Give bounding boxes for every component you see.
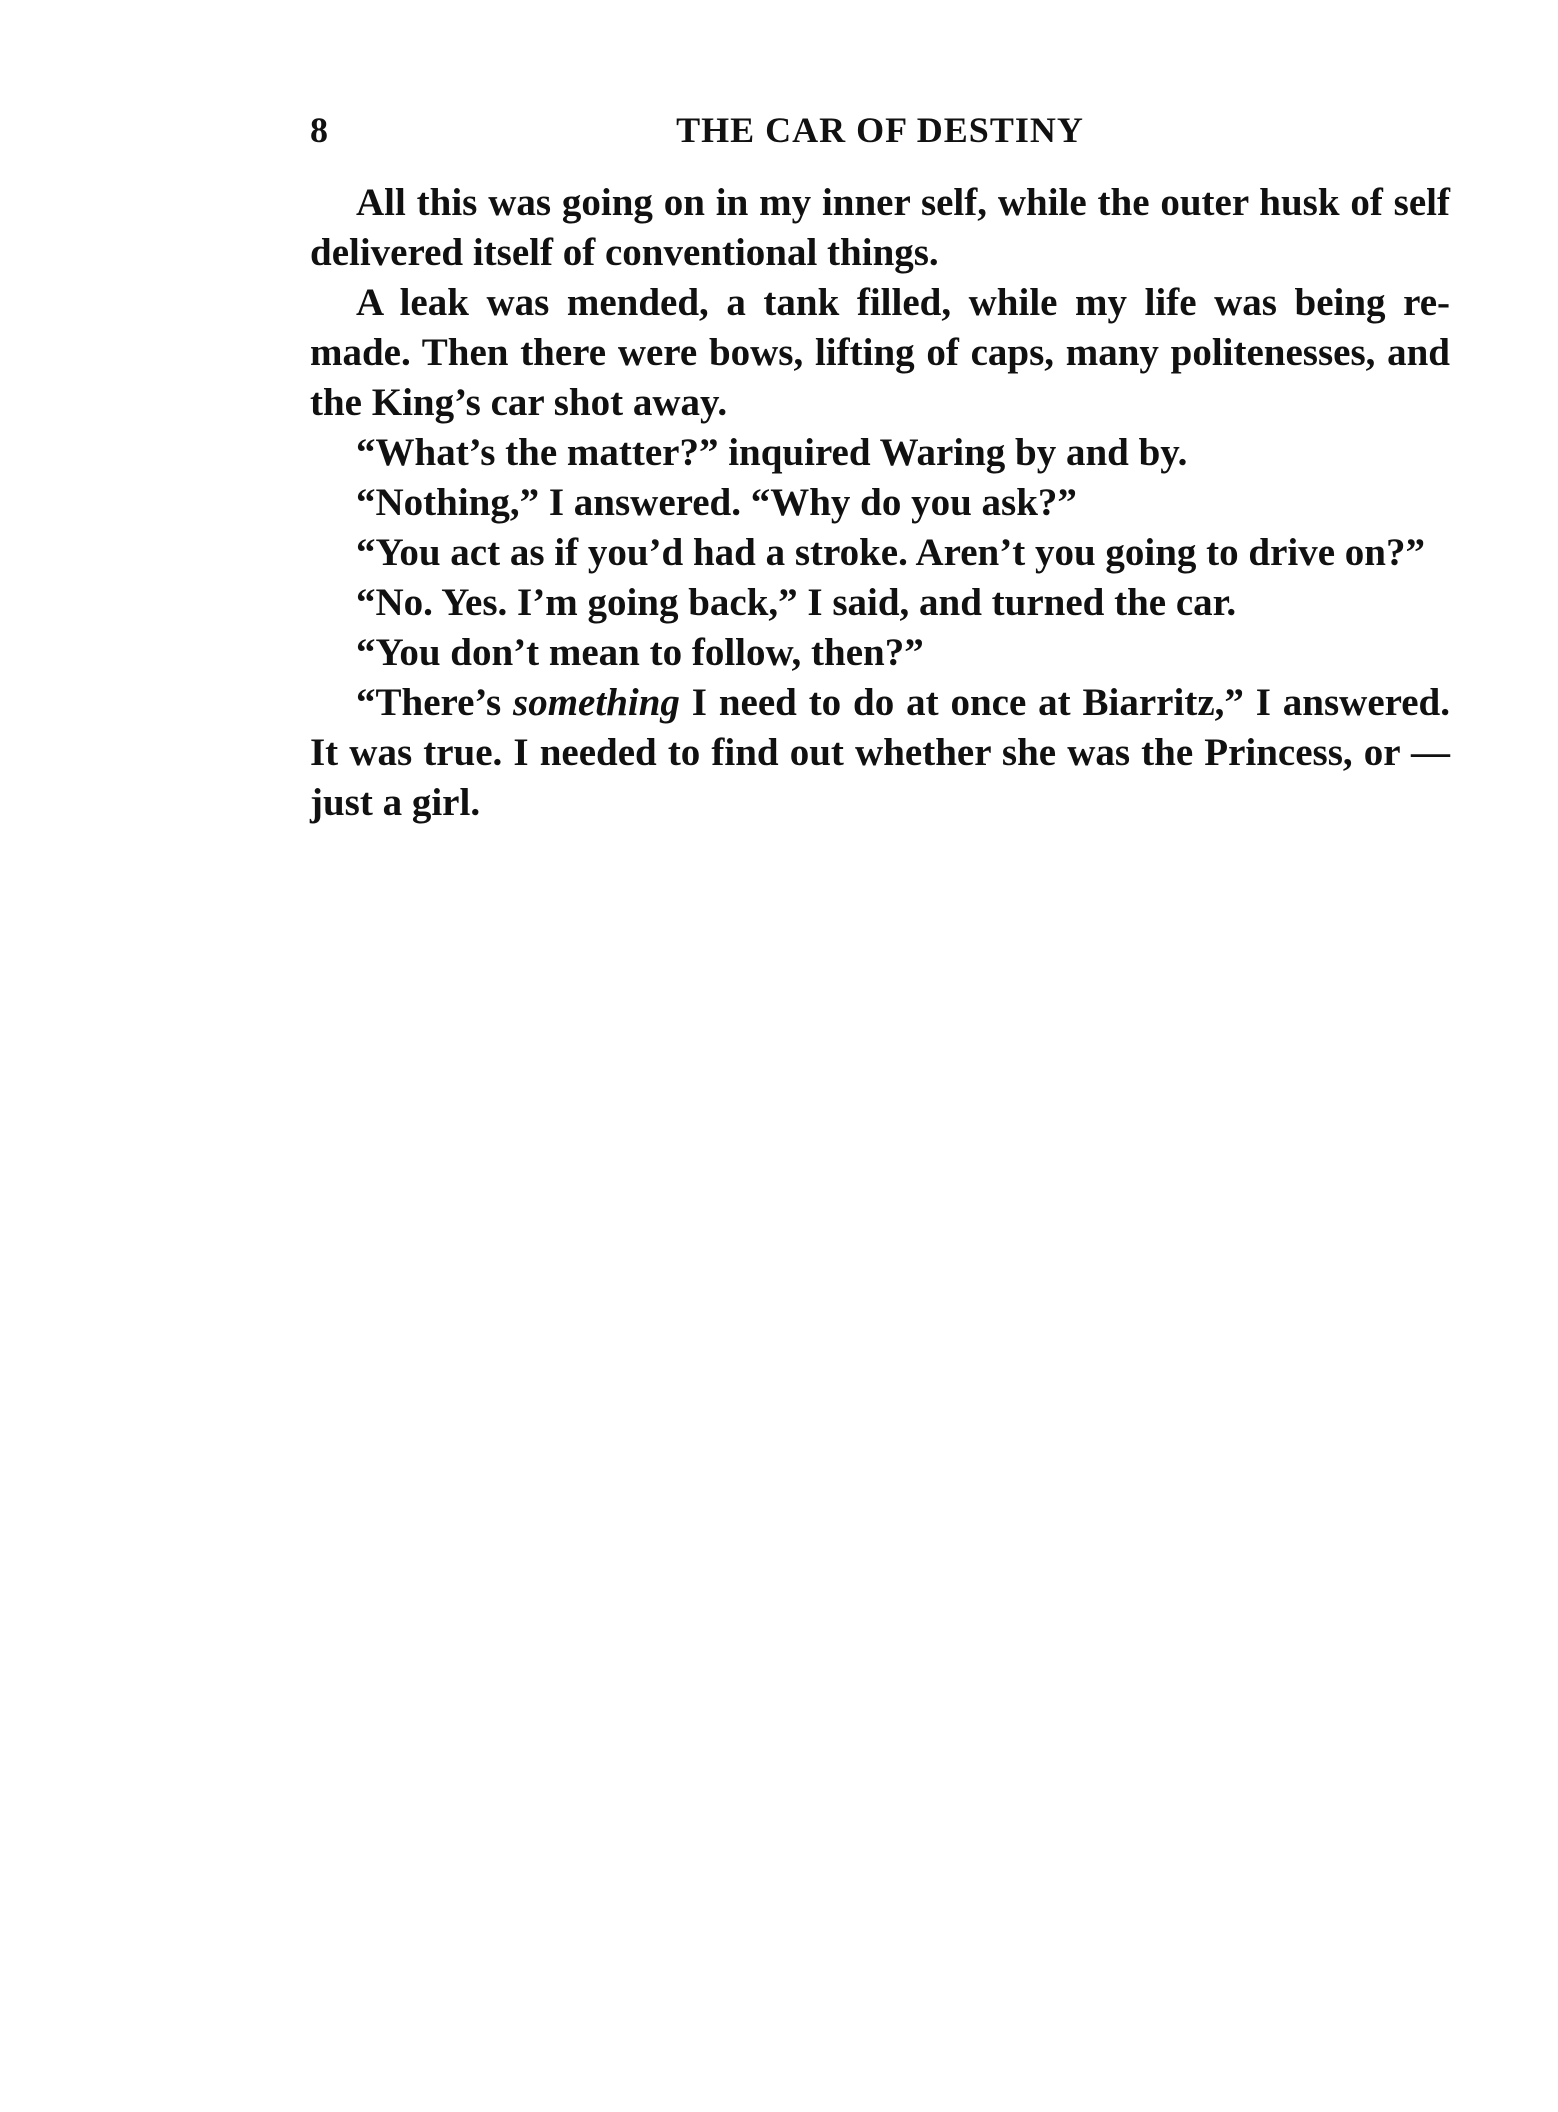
paragraph — [310, 428, 1450, 478]
paragraph — [310, 178, 1450, 278]
paragraph — [310, 478, 1450, 528]
text-segment: “There’s — [356, 681, 514, 724]
text-segment: I need to do at once at Biarritz,” I answered. It was true. I needed to find out whether she was the Princess, or — just a girl. — [310, 681, 1450, 824]
text-segment: “What’s the matter?” inquired Waring by and by. — [356, 431, 1188, 474]
text-segment: A leak was mended, a tank filled, while my life was being re-made. Then there were bows, lifting of caps, many politenesses, and the King’s car shot away. — [310, 281, 1450, 424]
italic-text: something — [513, 681, 680, 724]
body-text — [310, 178, 1450, 828]
page-number: 8 — [310, 110, 328, 150]
text-segment: “You don’t mean to follow, then?” — [356, 631, 924, 674]
text-segment: “No. Yes. I’m going back,” I said, and turned the car. — [356, 581, 1237, 624]
paragraph — [310, 278, 1450, 428]
text-segment: “You act as if you’d had a stroke. Aren’t you going to drive on?” — [356, 531, 1425, 574]
paragraph — [310, 678, 1450, 828]
paragraph — [310, 578, 1450, 628]
running-head — [310, 100, 1450, 160]
paragraph — [310, 628, 1450, 678]
running-title: THE CAR OF DESTINY — [676, 110, 1084, 150]
paragraph — [310, 528, 1450, 578]
text-segment: All this was going on in my inner self, while the outer husk of self delivered itself of conventional things. — [310, 181, 1450, 274]
text-segment: “Nothing,” I answered. “Why do you ask?” — [356, 481, 1077, 524]
